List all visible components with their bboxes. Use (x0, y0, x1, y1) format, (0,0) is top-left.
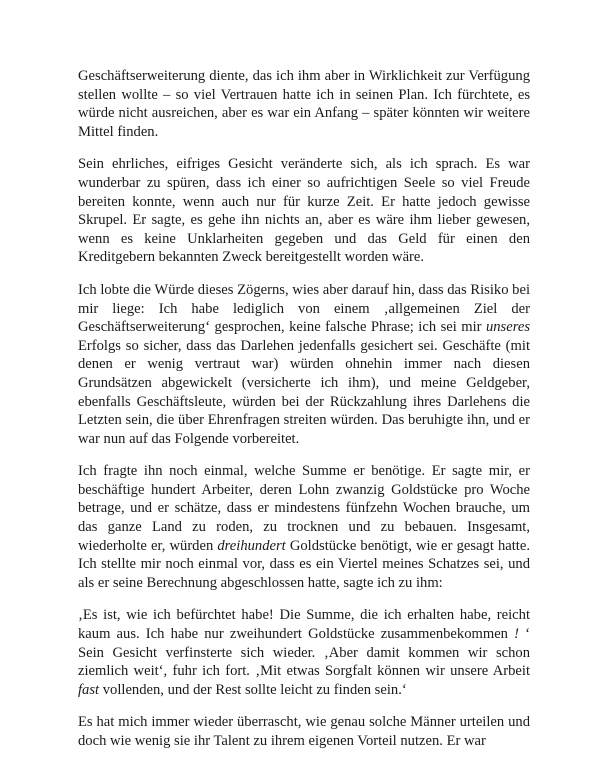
paragraph-1 (78, 67, 530, 141)
paragraph-4-emphasis: dreihundert (217, 537, 286, 554)
paragraph-6 (78, 713, 530, 750)
paragraph-2-text: Sein ehrliches, eifriges Gesicht veränderte sich, als ich sprach. Es war wunderbar zu spüren, dass ich einer so aufrichtigen Seele so viel Freude bereiten konnte, wenn auch nur für kurze Zeit. Er hatte jedoch gewisse Skrupel. Er sagte, es gehe ihn nichts an, aber es wäre ihm lieber gewesen, wenn es keine Unklarheiten gegeben und das Geld für einen den Kreditgebern bekannten Zweck bereitgestellt worden wäre. (78, 156, 530, 266)
paragraph-5-text-c: vollenden, und der Rest sollte leicht zu finden sein.‘ (99, 681, 407, 698)
paragraph-4-text-a: Ich fragte ihn noch einmal, welche Summe er benötige. Er sagte mir, er beschäftige hundert Arbeiter, deren Lohn zwanzig Goldstücke pro Woche betrage, und er schätze, dass er mindestens fünfzehn Wochen brauche, um das ganze Land zu roden, zu trocknen und zu bebauen. Insgesamt, wiederholte er, würden (78, 463, 530, 554)
paragraph-6-text: Es hat mich immer wieder überrascht, wie genau solche Männer urteilen und doch wie wenig sie ihr Talent zu ihrem eigenen Vorteil nutzen. Er war (78, 714, 530, 749)
paragraph-2 (78, 155, 530, 267)
paragraph-3-text-b: Erfolgs so sicher, dass das Darlehen jedenfalls gesichert sei. Geschäfte (mit denen er wenig vertraut war) würden ohnehin immer nach diesen Grundsätzen abgewickelt (versicherte ich ihm), und meine Geldgeber, ebenfalls Geschäftsleute, würden bei der Rückzahlung ihres Darlehens die Letzten sein, die über Ehrenfragen streiten würden. Das beruhigte ihn, und er war nun auf das Folgende vorbereitet. (78, 337, 530, 447)
paragraph-3-text-a: Ich lobte die Würde dieses Zögerns, wies aber darauf hin, dass das Risiko bei mir liege: Ich habe lediglich von einem ‚allgemeinen Ziel der Geschäftserweiterung‘ gesprochen, keine falsche Phrase; ich sei mir (78, 281, 530, 336)
paragraph-5-emphasis-b: fast (78, 681, 100, 698)
paragraph-5-text-b: ‘ Sein Gesicht verfinsterte sich wieder. ‚Aber damit kommen wir schon ziemlich weit‘, fuhr ich fort. ‚Mit etwas Sorgfalt können wir unsere Arbeit (78, 626, 530, 680)
document-page (78, 67, 530, 751)
paragraph-1-text: Geschäftserweiterung diente, das ich ihm aber in Wirklichkeit zur Verfügung stellen wollte – so viel Vertrauen hatte ich in seinen Plan. Ich fürchtete, es würde nicht ausreichen, aber es war ein Anfang – später könnten wir weitere Mittel finden. (78, 68, 530, 140)
paragraph-5-emphasis-a: ! (514, 626, 519, 643)
paragraph-5-text-a: ‚Es ist, wie ich befürchtet habe! Die Summe, die ich erhalten habe, reicht kaum aus. Ich habe nur zweihundert Goldstücke zusammenbekommen (78, 607, 530, 643)
paragraph-4 (78, 462, 530, 592)
paragraph-4-text-b: Goldstücke benötigt, wie er gesagt hatte. Ich stellte mir noch einmal vor, dass es ein Viertel meines Schatzes sei, und als er seine Berechnung abgeschlossen hatte, sagte ich zu ihm: (78, 537, 530, 591)
paragraph-3 (78, 281, 530, 448)
paragraph-3-emphasis: unseres (485, 319, 530, 336)
paragraph-5 (78, 606, 530, 699)
